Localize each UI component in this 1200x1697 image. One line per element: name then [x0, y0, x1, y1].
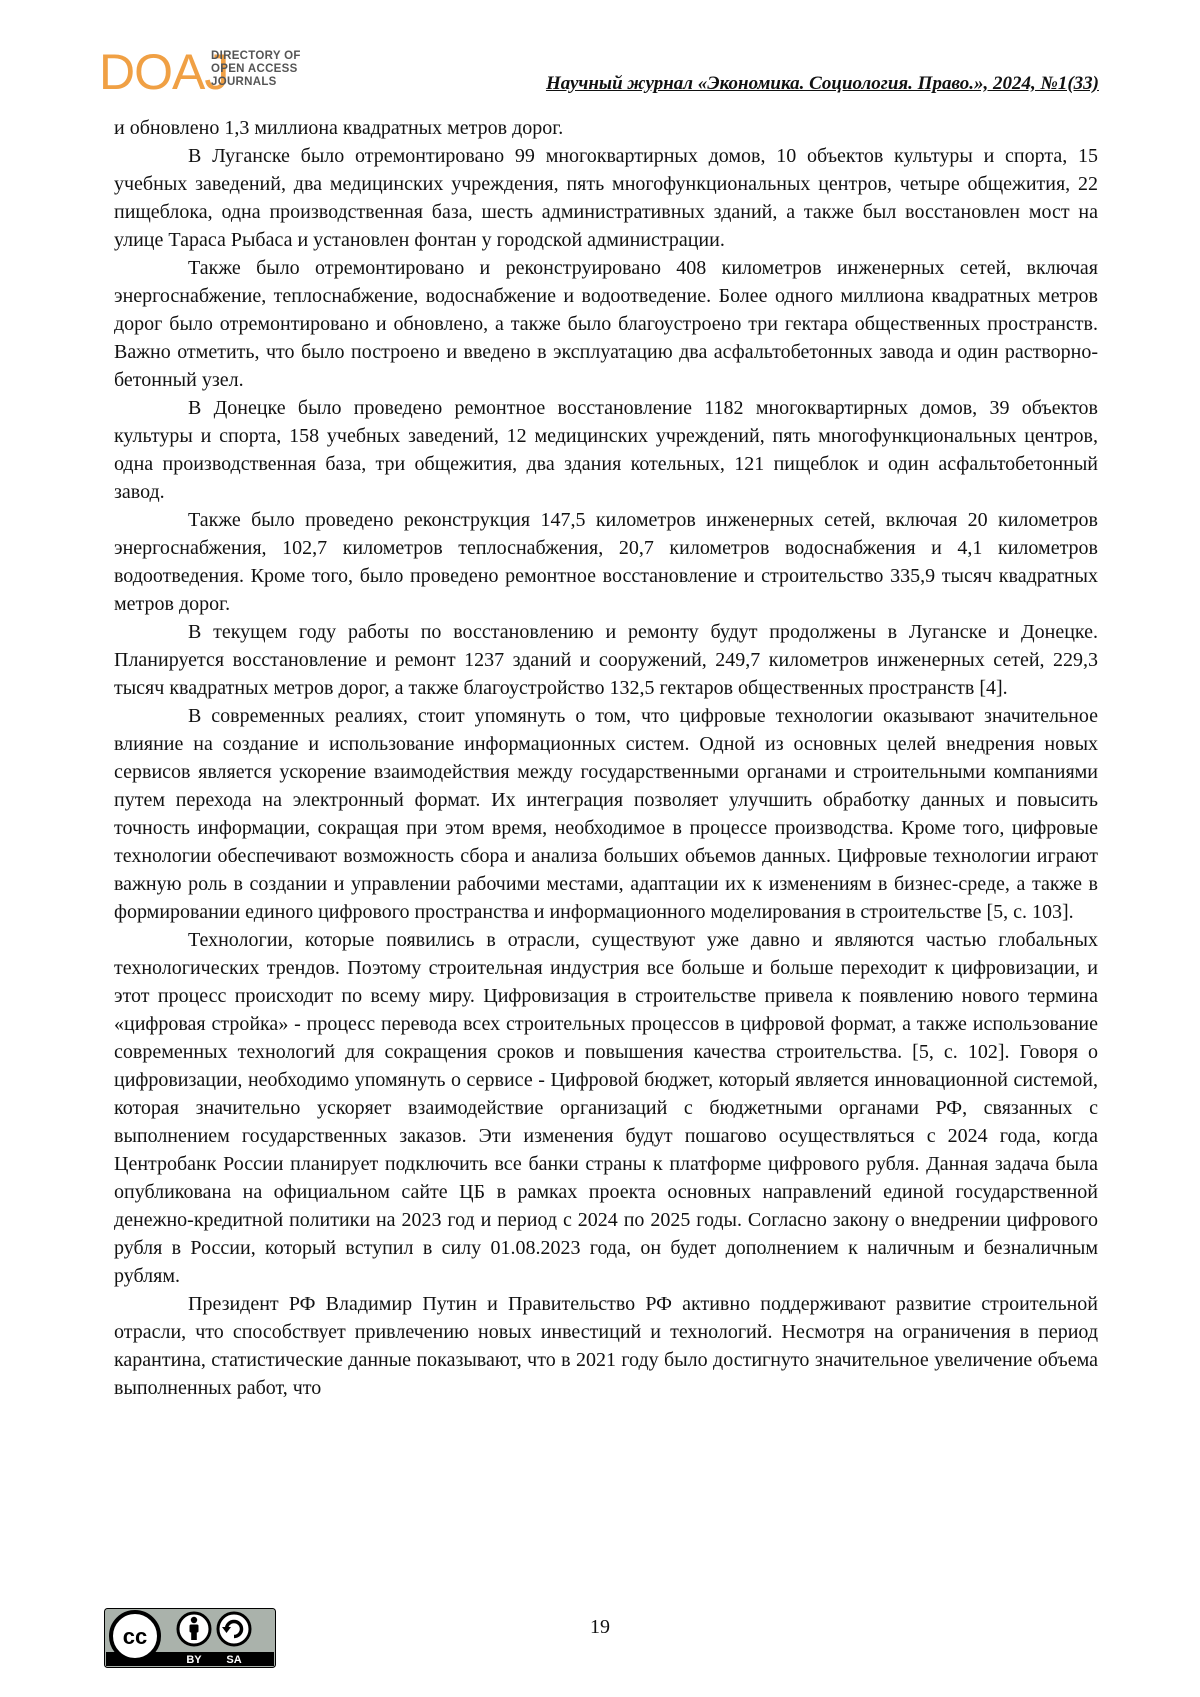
paragraph: Также было отремонтировано и реконструировано 408 километров инженерных сетей, включая энергоснабжение, теплоснабжение, водоснабжение и водоотведение. Более одного миллиона квадратных метров дорог было отремонтировано и обновлено, а также было благоустроено три гектара общественных пространств. Важно отметить, что было построено и введено в эксплуатацию два асфальтобетонных завода и один растворно-бетонный узел. — [114, 257, 1098, 391]
svg-text:cc: cc — [122, 1624, 148, 1649]
article-body — [114, 114, 1098, 1402]
doaj-logo — [99, 46, 319, 98]
doaj-logo-mark: DOAJ — [99, 44, 229, 100]
paragraph: В текущем году работы по восстановлению и ремонту будут продолжены в Луганске и Донецке. Планируется восстановление и ремонт 1237 зданий и сооружений, 249,7 километров инженерных сетей, 229,3 тысяч квадратных метров дорог, а также благоустройство 132,5 гектаров общественных пространств [4]. — [114, 621, 1098, 699]
paragraph: Также было проведено реконструкция 147,5 километров инженерных сетей, включая 20 километров энергоснабжения, 102,7 километров теплоснабжения, 20,7 километров водоснабжения и 4,1 километров водоотведения. Кроме того, было проведено ремонтное восстановление и строительство 335,9 тысяч квадратных метров дорог. — [114, 509, 1098, 615]
page-number: 19 — [590, 1616, 610, 1638]
doaj-logo-line: OPEN ACCESS — [211, 63, 298, 75]
paragraph: Президент РФ Владимир Путин и Правительство РФ активно поддерживают развитие строительной отрасли, что способствует привлечению новых инвестиций и технологий. Несмотря на ограничения в период карантина, статистические данные показывают, что в 2021 году было достигнуто значительное увеличение объема выполненных работ, что — [114, 1293, 1098, 1399]
doaj-logo-text — [211, 50, 301, 89]
svg-text:SA: SA — [226, 1654, 242, 1666]
paragraph: Технологии, которые появились в отрасли, существуют уже давно и являются частью глобальных технологических трендов. Поэтому строительная индустрия все больше и больше переходит к цифровизации, и этот процесс происходит по всему миру. Цифровизация в строительстве привела к появлению нового термина «цифровая стройка» - процесс перевода всех строительных процессов в цифровой формат, а также использование современных технологий для сокращения сроков и повышения качества строительства. [5, с. 102]. Говоря о цифровизации, необходимо упомянуть о сервисе - Цифровой бюджет, который является инновационной системой, которая значительно ускоряет взаимодействие организаций с бюджетными органами РФ, связанных с выполнением государственных заказов. Эти изменения будут пошагово осуществляться с 2024 года, когда Центробанк России планирует подключить все банки страны к платформе цифрового рубля. Данная задача была опубликована на официальном сайте ЦБ в рамках проекта основных направлений единой государственной денежно-кредитной политики на 2023 год и период с 2024 по 2025 годы. Согласно закону о внедрении цифрового рубля в России, который вступил в силу 01.08.2023 года, он будет дополнением к наличным и безналичным рублям. — [114, 929, 1098, 1287]
doaj-logo-line: JOURNALS — [211, 76, 277, 88]
paragraph: и обновлено 1,3 миллиона квадратных метров дорог. — [114, 117, 564, 139]
paragraph: В Луганске было отремонтировано 99 многоквартирных домов, 10 объектов культуры и спорта, 15 учебных заведений, два медицинских учреждения, пять многофункциональных центров, четыре общежития, 22 пищеблока, одна производственная база, шесть административных зданий, а также был восстановлен мост на улице Тараса Рыбаса и установлен фонтан у городской администрации. — [114, 145, 1098, 251]
doaj-logo-line: DIRECTORY OF — [211, 50, 301, 62]
svg-text:BY: BY — [186, 1654, 202, 1666]
paragraph: В современных реалиях, стоит упомянуть о том, что цифровые технологии оказывают значительное влияние на создание и использование информационных систем. Одной из основных целей внедрения новых сервисов является ускорение взаимодействия между государственными органами и строительными компаниями путем перехода на электронный формат. Их интеграция позволяет улучшить обработку данных и повысить точность информации, сокращая при этом время, необходимое в процессе производства. Кроме того, цифровые технологии обеспечивают возможность сбора и анализа больших объемов данных. Цифровые технологии играют важную роль в создании и управлении рабочими местами, адаптации их к изменениям в бизнес-среде, а также в формировании единого цифрового пространства и информационного моделирования в строительстве [5, с. 103]. — [114, 705, 1098, 923]
journal-title: Научный журнал «Экономика. Социология. Право.», 2024, №1(33) — [545, 73, 1099, 94]
paragraph: В Донецке было проведено ремонтное восстановление 1182 многоквартирных домов, 39 объектов культуры и спорта, 158 учебных заведений, 12 медицинских учреждений, пять многофункциональных центров, одна производственная база, три общежития, два здания котельных, 121 пищеблок и один асфальтобетонный завод. — [114, 397, 1098, 503]
